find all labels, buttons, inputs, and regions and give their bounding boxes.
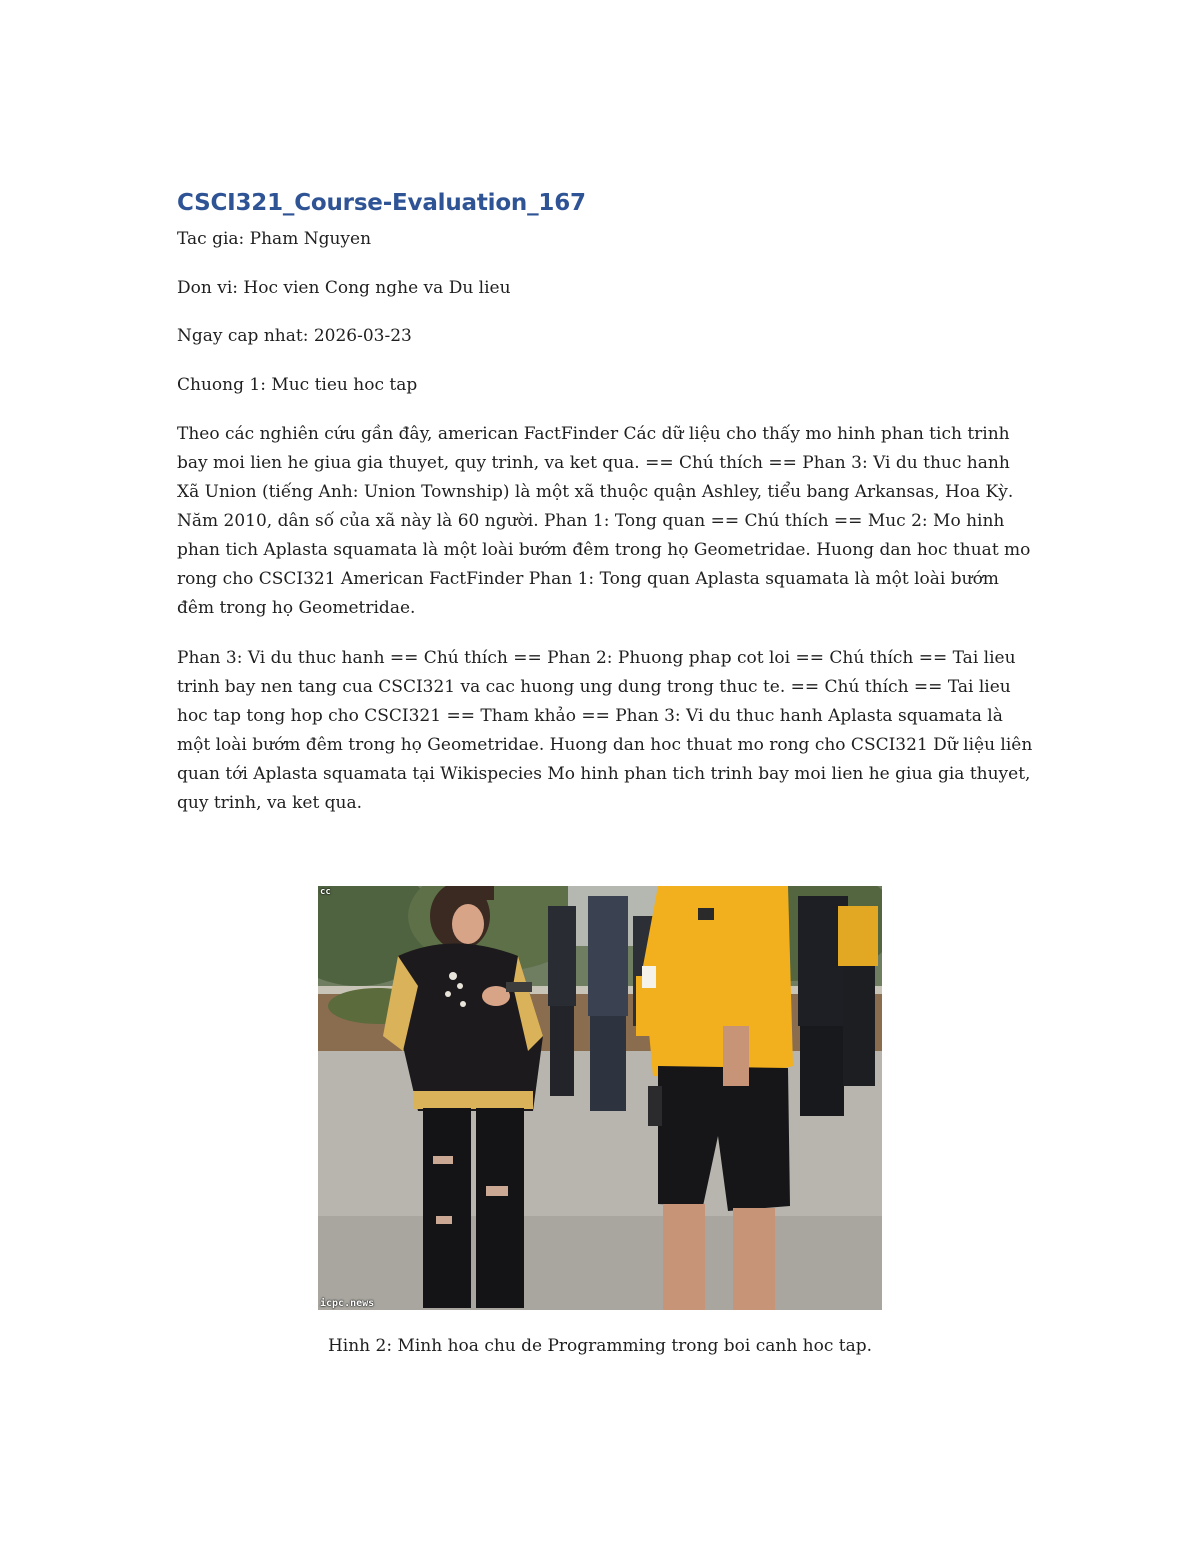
chapter-heading: Chuong 1: Muc tieu hoc tap: [177, 375, 418, 395]
watermark-top: cc: [320, 887, 331, 897]
body-paragraph: Theo các nghiên cứu gần đây, american FactFinder Các dữ liệu cho thấy mo hinh phan tich trinh bay moi lien he giua gia thuyet, quy trinh, va ket qua. == Chú thích == Phan 3: Vi du thuc hanh Xã Union (tiếng Anh: Union Township) là một xã thuộc quận Ashley, tiểu bang Arkansas, Hoa Kỳ. Năm 2010, dân số của xã này là 60 người. Phan 1: Tong quan == Chú thích == Muc 2: Mo hinh phan tich Aplasta squamata là một loài bướm đêm trong họ Geometridae. Huong dan hoc thuat mo rong cho CSCI321 American FactFinder Phan 1: Tong quan Aplasta squamata là một loài bướm đêm trong họ Geometridae.: [177, 424, 1031, 618]
figure-photo: [318, 886, 882, 1310]
watermark-source: icpc.news: [320, 1298, 375, 1309]
body-paragraph: Phan 3: Vi du thuc hanh == Chú thích == Phan 2: Phuong phap cot loi == Chú thích == Tai lieu trinh bay nen tang cua CSCI321 va cac huong ung dung trong thuc te. == Chú thích == Tai lieu hoc tap tong hop cho CSCI321 == Tham khảo == Phan 3: Vi du thuc hanh Aplasta squamata là một loài bướm đêm trong họ Geometridae. Huong dan hoc thuat mo rong cho CSCI321 Dữ liệu liên quan tới Aplasta squamata tại Wikispecies Mo hinh phan tich trinh bay moi lien he giua gia thuyet, quy trinh, va ket qua.: [177, 648, 1033, 813]
author-line: Tac gia: Pham Nguyen: [177, 229, 372, 249]
photo-illustration: [318, 886, 882, 1310]
figure-caption: Hinh 2: Minh hoa chu de Programming trong boi canh hoc tap.: [327, 1336, 873, 1356]
unit-line: Don vi: Hoc vien Cong nghe va Du lieu: [177, 278, 511, 298]
updated-date-line: Ngay cap nhat: 2026-03-23: [177, 326, 412, 346]
document-title: CSCI321_Course-Evaluation_167: [177, 190, 586, 216]
